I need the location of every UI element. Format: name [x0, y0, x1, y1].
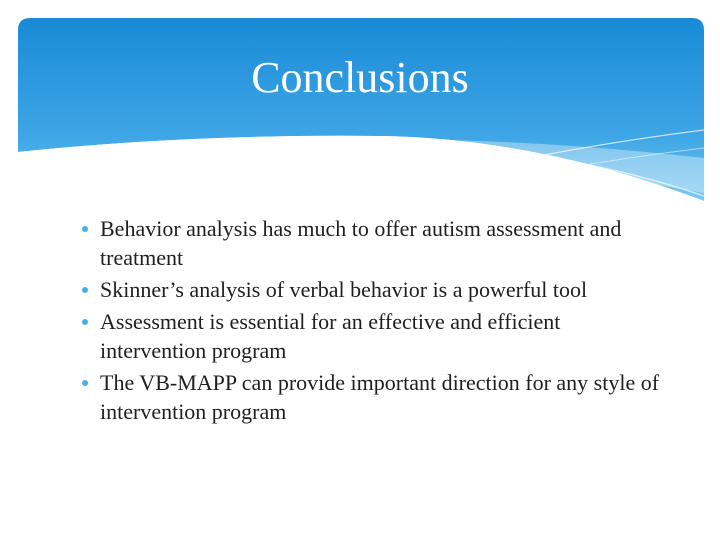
- bullet-dot-icon: [82, 226, 88, 232]
- title-banner: [18, 18, 704, 203]
- bullet-dot-icon: [82, 380, 88, 386]
- bullet-text: Assessment is essential for an effective and efficient intervention program: [100, 309, 561, 363]
- bullet-item: [100, 275, 660, 304]
- bullet-text: Behavior analysis has much to offer autism assessment and treatment: [100, 216, 622, 270]
- bullet-list: [100, 214, 660, 426]
- title-banner-background: [18, 18, 704, 203]
- bullet-content: [100, 214, 660, 429]
- bullet-item: [100, 307, 660, 365]
- bullet-dot-icon: [82, 319, 88, 325]
- bullet-text: Skinner’s analysis of verbal behavior is a powerful tool: [100, 277, 588, 302]
- bullet-item: [100, 214, 660, 272]
- bullet-text: The VB-MAPP can provide important direction for any style of intervention program: [100, 370, 660, 424]
- bullet-dot-icon: [82, 287, 88, 293]
- slide-title: Conclusions: [251, 53, 469, 102]
- bullet-item: [100, 368, 660, 426]
